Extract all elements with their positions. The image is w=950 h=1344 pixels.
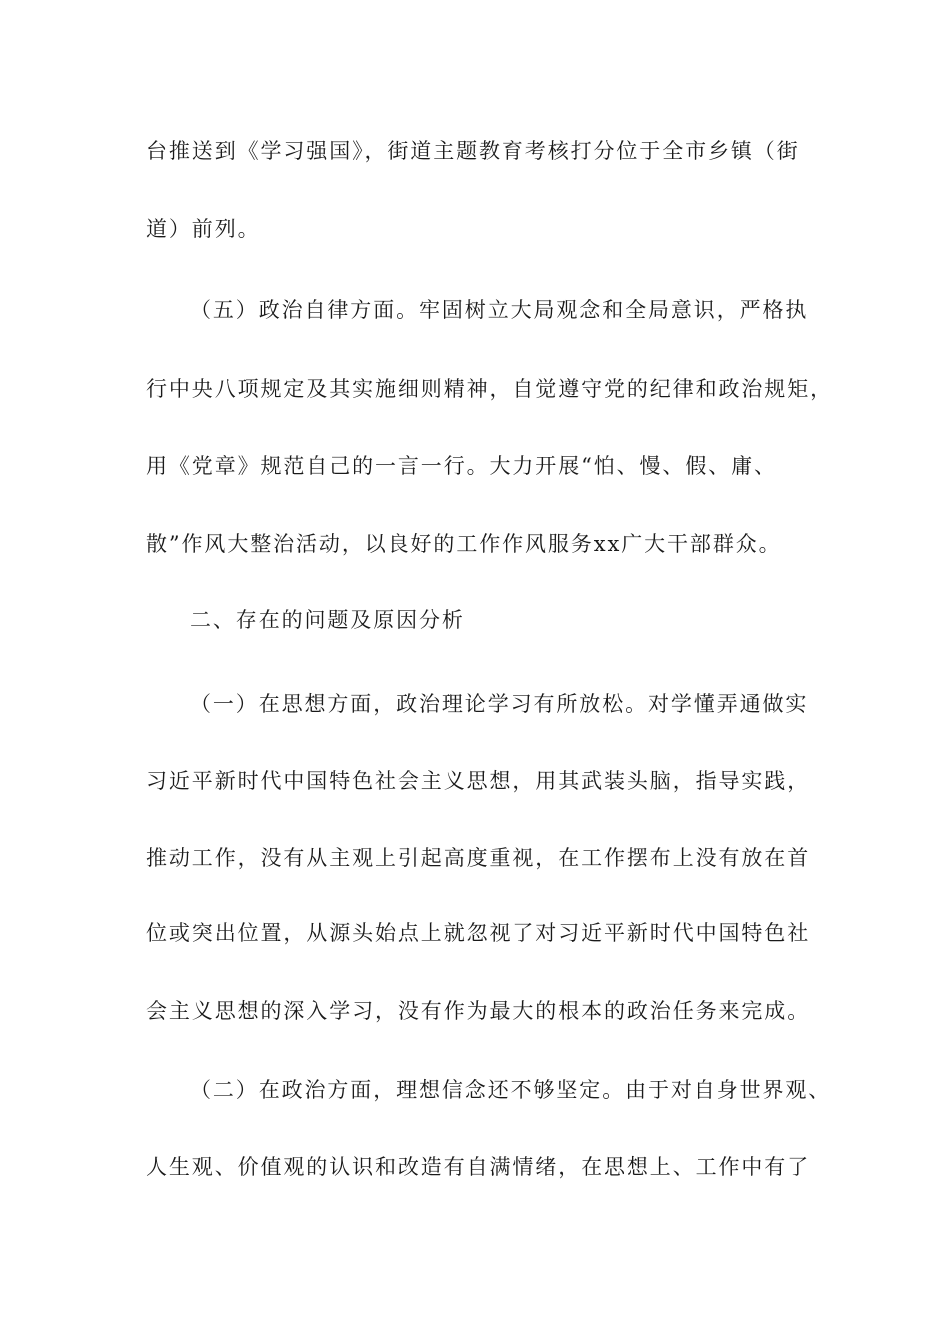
paragraph-heading-2: （二）在政治方面，理想信念还不够坚定。由于对自身世界观、 [190,1078,832,1102]
text-line: 习近平新时代中国特色社会主义思想，用其武装头脑，指导实践， [146,769,811,793]
text-line: 位或突出位置，从源头始点上就忽视了对习近平新时代中国特色社 [146,921,811,945]
text-line: 推动工作，没有从主观上引起高度重视，在工作摆布上没有放在首 [146,846,811,870]
text-line: 会主义思想的深入学习，没有作为最大的根本的政治任务来完成。 [146,999,811,1023]
text-line: 用《党章》规范自己的一言一行。大力开展“怕、慢、假、庸、 [146,454,777,478]
text-line: 台推送到《学习强国》，街道主题教育考核打分位于全市乡镇（街 [146,139,800,163]
text-line: 人生观、价值观的认识和改造有自满情绪，在思想上、工作中有了 [146,1155,811,1179]
paragraph-heading-5: （五）政治自律方面。牢固树立大局观念和全局意识，严格执 [190,298,809,322]
section-heading: 二、存在的问题及原因分析 [190,608,465,632]
text-line: 道）前列。 [146,217,261,241]
paragraph-heading-1: （一）在思想方面，政治理论学习有所放松。对学懂弄通做实 [190,692,809,716]
text-line: 行中央八项规定及其实施细则精神，自觉遵守党的纪律和政治规矩， [146,377,833,401]
text-line: 散”作风大整治活动，以良好的工作作风服务xx广大干部群众。 [146,532,782,556]
